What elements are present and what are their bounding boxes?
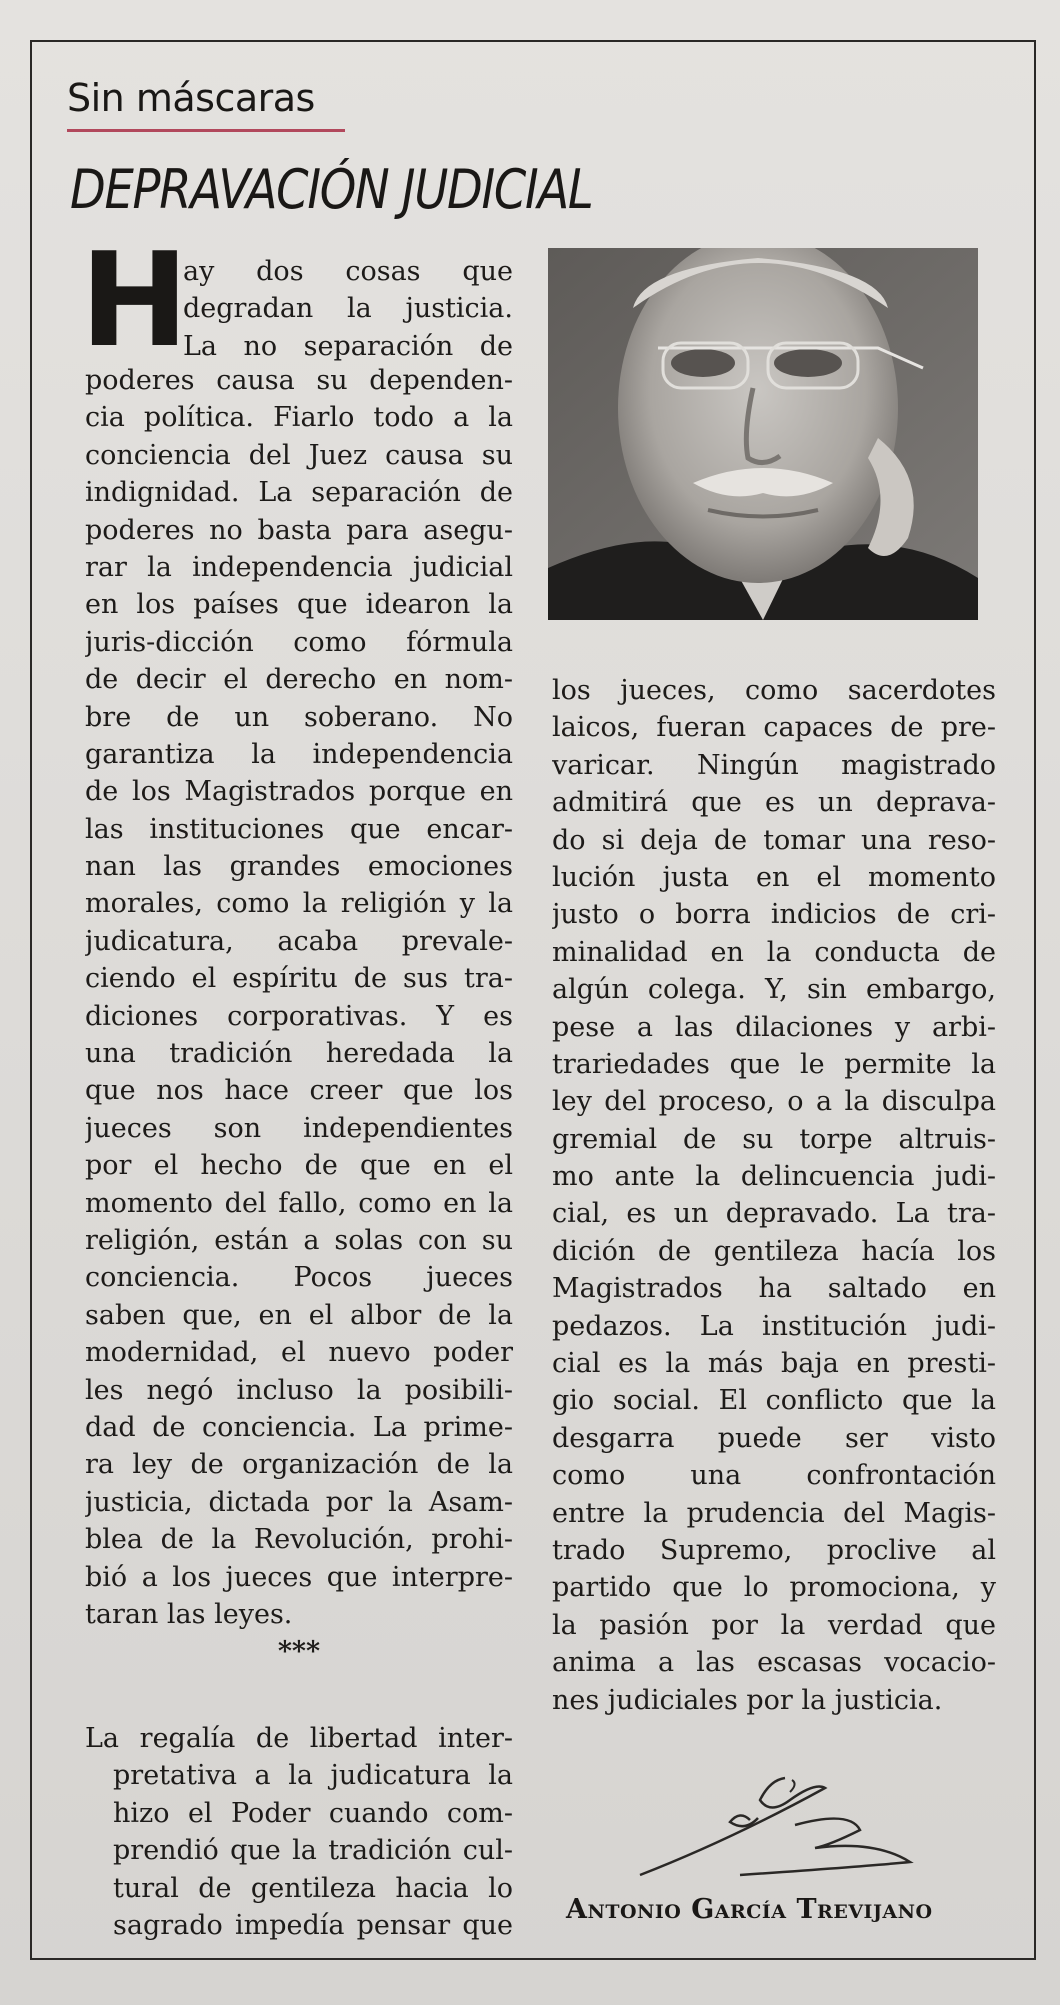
text-line: religión, están a solas con su (85, 1224, 513, 1256)
column-2-body (552, 672, 996, 1719)
text-line: trado Supremo, proclive al (552, 1534, 996, 1566)
text-line: dad de conciencia. La prime- (85, 1411, 513, 1443)
section-separator: *** (277, 1636, 321, 1668)
column-1-lead (183, 253, 513, 365)
text-line: cial es la más baja en presti- (552, 1348, 996, 1380)
text-line: Magistrados ha saltado en (552, 1273, 996, 1305)
author-portrait (548, 248, 978, 620)
text-line: justo o borra indicios de cri- (552, 899, 996, 931)
text-line: hizo el Poder cuando com- (113, 1797, 513, 1829)
text-line: diciones corporativas. Y es (85, 1000, 513, 1032)
text-line: garantiza la independencia (85, 738, 513, 770)
text-line-last: nes judiciales por la justicia. (552, 1684, 943, 1716)
text-line: una tradición heredada la (85, 1038, 513, 1070)
text-line: momento del fallo, como en la (85, 1187, 513, 1219)
text-line: justicia, dictada por la Asam- (85, 1486, 513, 1518)
text-line: que nos hace creer que los (85, 1075, 513, 1107)
text-line: pese a las dilaciones y arbi- (552, 1011, 996, 1043)
text-line: cial, es un depravado. La tra- (552, 1198, 996, 1230)
text-line: ay dos cosas que (183, 256, 513, 287)
text-line: por el hecho de que en el (85, 1150, 513, 1182)
text-line: degradan la justicia. (183, 293, 513, 325)
text-line: conciencia del Juez causa su (85, 439, 513, 471)
text-line: conciencia. Pocos jueces (85, 1262, 513, 1294)
text-line: de decir el derecho en nom- (85, 664, 513, 696)
text-line: poderes causa su dependen- (85, 365, 513, 396)
text-line: ra ley de organización de la (85, 1449, 513, 1481)
text-line: minalidad en la conducta de (552, 936, 996, 968)
text-line: como una confrontación (552, 1460, 996, 1492)
text-line: mo ante la delincuencia judi- (552, 1161, 996, 1193)
text-line: nan las grandes emociones (85, 851, 513, 883)
text-line: las instituciones que encar- (85, 813, 513, 845)
portrait-image (548, 248, 978, 620)
text-line: de los Magistrados porque en (85, 776, 513, 808)
text-line: cia política. Fiarlo todo a la (85, 402, 513, 434)
text-line: judicatura, acaba prevale- (85, 925, 513, 957)
text-line: rar la independencia judicial (85, 551, 513, 583)
text-line: los jueces, como sacerdotes (552, 675, 996, 706)
text-line: prendió que la tradición cul- (113, 1835, 513, 1867)
author-signature (620, 1770, 920, 1880)
text-line: gio social. El conflicto que la (552, 1385, 996, 1417)
text-line: juris-dicción como fórmula (85, 626, 513, 658)
drop-cap: H (80, 224, 189, 376)
text-line: trariedades que le permite la (552, 1048, 996, 1080)
column-1-continuation (85, 1720, 513, 1944)
text-line: morales, como la religión y la (85, 888, 513, 920)
article-headline: DEPRAVACIÓN JUDICIAL (70, 158, 593, 221)
text-line: partido que lo promociona, y (552, 1572, 996, 1604)
text-line: pedazos. La institución judi- (552, 1310, 996, 1342)
text-line: ciendo el espíritu de sus tra- (85, 963, 513, 995)
text-line: la pasión por la verdad que (552, 1609, 996, 1641)
text-line: tural de gentileza hacia lo (113, 1872, 513, 1904)
text-line: bió a los jueces que interpre- (85, 1561, 513, 1593)
text-line: jueces son independientes (85, 1112, 513, 1144)
section-underline (67, 129, 345, 132)
column-1-body (85, 362, 513, 1671)
text-line: desgarra puede ser visto (552, 1422, 996, 1454)
text-line: laicos, fueran capaces de pre- (552, 712, 996, 744)
text-line: admitirá que es un deprava- (552, 787, 996, 819)
author-name: Antonio García Trevijano (566, 1894, 933, 1925)
text-line: gremial de su torpe altruis- (552, 1123, 996, 1155)
text-line: La no separación de (183, 330, 513, 362)
text-line: poderes no basta para asegu- (85, 514, 513, 546)
text-line: lución justa en el momento (552, 861, 996, 893)
text-line: dición de gentileza hacía los (552, 1235, 996, 1267)
text-line: bre de un soberano. No (85, 701, 513, 733)
text-line: algún colega. Y, sin embargo, (552, 974, 996, 1006)
section-title: Sin máscaras (67, 76, 315, 120)
text-line: modernidad, el nuevo poder (85, 1337, 513, 1369)
text-line: ley del proceso, o a la disculpa (552, 1086, 996, 1118)
text-line: pretativa a la judicatura la (113, 1760, 513, 1792)
text-line: les negó incluso la posibili- (85, 1374, 513, 1406)
text-line: en los países que idearon la (85, 589, 513, 621)
text-line-last: taran las leyes. (85, 1598, 293, 1630)
text-line: blea de la Revolución, prohi- (85, 1524, 513, 1556)
text-line: sagrado impedía pensar que (113, 1909, 513, 1941)
text-line: saben que, en el albor de la (85, 1299, 513, 1331)
text-line: anima a las escasas vocacio- (552, 1647, 996, 1679)
text-line: do si deja de tomar una reso- (552, 824, 996, 856)
text-line: La regalía de libertad inter- (85, 1723, 513, 1754)
text-line: varicar. Ningún magistrado (552, 749, 996, 781)
text-line: indignidad. La separación de (85, 477, 513, 509)
text-line: entre la prudencia del Magis- (552, 1497, 996, 1529)
